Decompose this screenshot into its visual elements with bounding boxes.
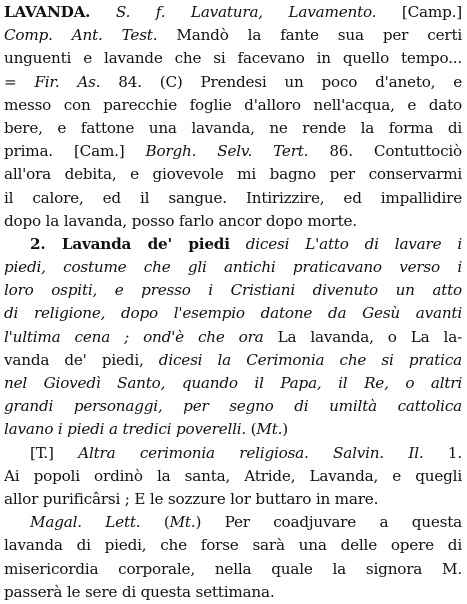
italic-text: S. f. Lavatura, Lavamento. xyxy=(115,3,377,21)
italic-text: Altra cerimonia religiosa. Salvin. Il. xyxy=(78,443,424,462)
text-run: [Camp.] xyxy=(376,3,462,21)
text-line xyxy=(4,94,462,117)
text-line xyxy=(4,349,462,372)
italic-text: l'ultima cena ; ond'è che ora xyxy=(4,327,264,346)
italic-text: dicesi L'atto di lavare i xyxy=(245,234,462,253)
text-run: ) xyxy=(282,420,289,439)
text-line xyxy=(4,395,462,418)
text-run: unguenti e lavande che si facevano in quello tempo... xyxy=(4,49,462,68)
text-line xyxy=(4,442,462,465)
text-line xyxy=(4,511,462,534)
headword: LAVANDA. xyxy=(4,3,91,21)
text-run: Mandò la fante sua per certi xyxy=(157,26,462,45)
text-run: dopo la lavanda, posso farlo ancor dopo morte. xyxy=(4,211,357,230)
text-line xyxy=(4,47,462,70)
text-line xyxy=(4,465,462,488)
italic-text: Mt. xyxy=(169,513,196,532)
text-run xyxy=(230,235,246,253)
text-run: La lavanda, o La la- xyxy=(263,327,462,346)
italic-text: grandi personaggi, per segno di umiltà cattolica xyxy=(4,397,462,416)
text-run: ( xyxy=(246,420,257,439)
text-line xyxy=(4,326,462,349)
text-line xyxy=(4,71,462,94)
text-line xyxy=(4,117,462,140)
text-run: misericordia corporale, nella quale la signora M. xyxy=(4,559,462,578)
text-line xyxy=(4,233,462,256)
text-line xyxy=(4,24,462,47)
text-line xyxy=(4,534,462,557)
text-line xyxy=(4,187,462,210)
italic-text: Comp. Ant. Test. xyxy=(4,26,158,45)
text-run: = xyxy=(4,72,35,91)
text-run: passerà le sere di questa settimana. xyxy=(4,582,275,601)
text-line xyxy=(4,279,462,302)
text-run: allor purificârsi ; E le sozzure lor buttaro in mare. xyxy=(4,489,379,508)
text-run: 1. xyxy=(423,443,462,462)
text-line xyxy=(4,302,462,325)
italic-text: di religione, dopo l'esempio datone da Gesù avanti xyxy=(4,304,462,323)
text-line xyxy=(4,1,462,24)
italic-text: Borgh. Selv. Tert. xyxy=(145,142,309,161)
italic-text: Fir. As. xyxy=(34,72,101,91)
italic-text: dicesi la Cerimonia che si pratica xyxy=(158,350,462,369)
text-run: all'ora debita, e giovevole mi bagno per conservarmi xyxy=(4,165,462,184)
italic-text: piedi, costume che gli antichi praticavano verso i xyxy=(4,258,462,277)
text-line xyxy=(4,140,462,163)
text-run: 86. Contuttociò xyxy=(308,142,462,161)
text-line xyxy=(4,558,462,581)
text-run: bere, e fattone una lavanda, ne rende la forma di xyxy=(4,118,462,137)
text-run: [T.] xyxy=(30,443,79,462)
italic-text: loro ospiti, e presso i Cristiani divenuto un atto xyxy=(4,281,462,300)
text-line xyxy=(4,418,462,441)
italic-text: Mt. xyxy=(256,420,283,439)
text-line xyxy=(4,581,462,604)
text-run: 84. (C) Prendesi un poco d'aneto, e xyxy=(100,72,462,91)
headword: 2. Lavanda de' piedi xyxy=(30,234,230,253)
italic-text: lavano i piedi a tredici poverelli. xyxy=(4,420,247,439)
text-run: il calore, ed il sangue. Intirizzire, ed impallidire xyxy=(4,188,462,207)
entry-lavanda xyxy=(4,1,462,604)
text-run: messo con parecchie foglie d'alloro nell'acqua, e dato xyxy=(4,95,462,114)
text-run xyxy=(90,3,116,21)
text-run: vanda de' piedi, xyxy=(4,350,159,369)
text-run: Ai popoli ordinò la santa, Atride, Lavanda, e quegli xyxy=(4,466,462,485)
text-run: lavanda di piedi, che forse sarà una delle opere di xyxy=(4,536,462,555)
italic-text: nel Giovedì Santo, quando il Papa, il Re, o altri xyxy=(4,374,462,392)
text-run: ( xyxy=(140,513,170,532)
text-run: ) Per coadjuvare a questa xyxy=(195,513,462,532)
text-line xyxy=(4,163,462,186)
italic-text: Magal. Lett. xyxy=(30,513,141,532)
text-line xyxy=(4,210,462,233)
text-run: prima. [Cam.] xyxy=(4,142,146,161)
text-line xyxy=(4,372,462,395)
text-line xyxy=(4,256,462,279)
text-line xyxy=(4,488,462,511)
